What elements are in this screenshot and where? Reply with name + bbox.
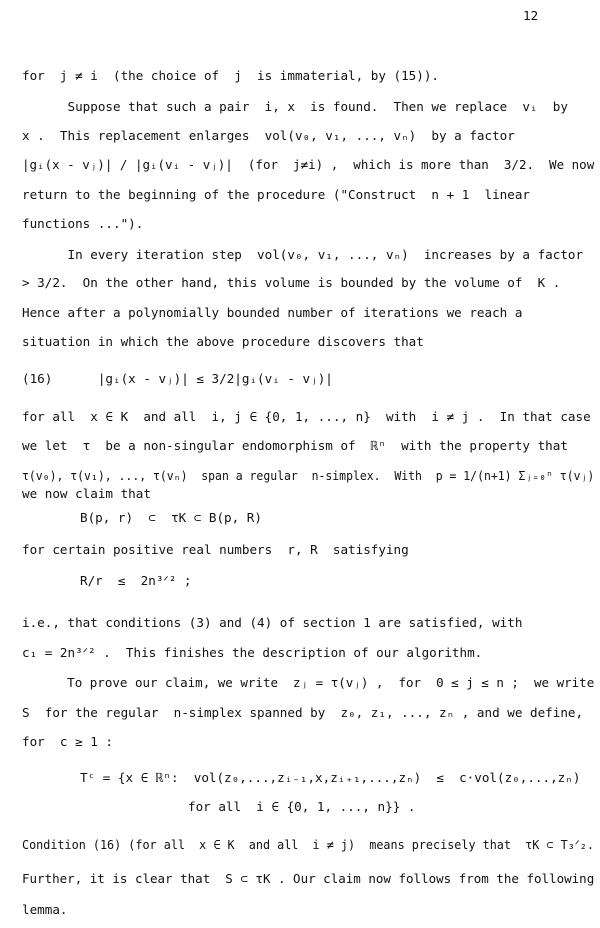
text-line: Condition (16) (for all x ∈ K and all i ≠ j) means precisely that τK ⊂ T₃ᐟ₂. xyxy=(22,837,594,852)
inclusion-formula: B(p, r) ⊂ τK ⊂ B(p, R) xyxy=(80,510,262,525)
text-line: In every iteration step vol(v₀, v₁, ..., vₙ) increases by a factor xyxy=(22,247,584,262)
text-line: c₁ = 2n³ᐟ² . This finishes the description of our algorithm. xyxy=(22,645,483,660)
text-line: > 3/2. On the other hand, this volume is bounded by the volume of K . xyxy=(22,275,561,290)
t-c-quantifier: for all i ∈ {0, 1, ..., n}} . xyxy=(188,799,416,814)
text-line: S for the regular n-simplex spanned by z₀, z₁, ..., zₙ , and we define, xyxy=(22,705,584,720)
bound-formula: R/r ≤ 2n³ᐟ² ; xyxy=(80,573,192,588)
page-number: 12 xyxy=(523,8,539,23)
text-line: Suppose that such a pair i, x is found. Then we replace vᵢ by xyxy=(22,99,568,114)
text-line: return to the beginning of the procedure ("Construct n + 1 linear xyxy=(22,187,530,202)
text-line: |gᵢ(x - vⱼ)| / |gᵢ(vᵢ - vⱼ)| (for j≠i) , which is more than 3/2. We now xyxy=(22,157,595,172)
text-line: functions ..."). xyxy=(22,216,144,231)
text-line: we let τ be a non-singular endomorphism of ℝⁿ with the property that xyxy=(22,438,568,453)
text-line: i.e., that conditions (3) and (4) of section 1 are satisfied, with xyxy=(22,615,523,630)
text-line: for all x ∈ K and all i, j ∈ {0, 1, ..., n} with i ≠ j . In that case xyxy=(22,409,591,424)
equation-16: (16) |gᵢ(x - vⱼ)| ≤ 3/2|gᵢ(vᵢ - vⱼ)| xyxy=(22,371,333,386)
text-line: Hence after a polynomially bounded number of iterations we reach a xyxy=(22,305,523,320)
text-line: x . This replacement enlarges vol(v₀, v₁, ..., vₙ) by a factor xyxy=(22,128,515,143)
text-line: τ(v₀), τ(v₁), ..., τ(vₙ) span a regular n-simplex. With p = 1/(n+1) Σⱼ₌₀ⁿ τ(vⱼ) xyxy=(22,468,595,483)
text-line: Further, it is clear that S ⊂ τK . Our claim now follows from the following xyxy=(22,871,595,886)
text-line: for certain positive real numbers r, R satisfying xyxy=(22,542,409,557)
text-line: for j ≠ i (the choice of j is immaterial, by (15)). xyxy=(22,68,440,83)
text-line: situation in which the above procedure discovers that xyxy=(22,334,424,349)
text-line: To prove our claim, we write zⱼ = τ(vⱼ) , for 0 ≤ j ≤ n ; we write xyxy=(22,675,595,690)
text-line: for c ≥ 1 : xyxy=(22,734,113,749)
text-line: lemma. xyxy=(22,902,68,917)
text-line: we now claim that xyxy=(22,486,151,501)
t-c-definition: Tᶜ = {x ∈ ℝⁿ: vol(z₀,...,zᵢ₋₁,x,zᵢ₊₁,...,zₙ) ≤ c·vol(z₀,...,zₙ) xyxy=(80,770,581,785)
